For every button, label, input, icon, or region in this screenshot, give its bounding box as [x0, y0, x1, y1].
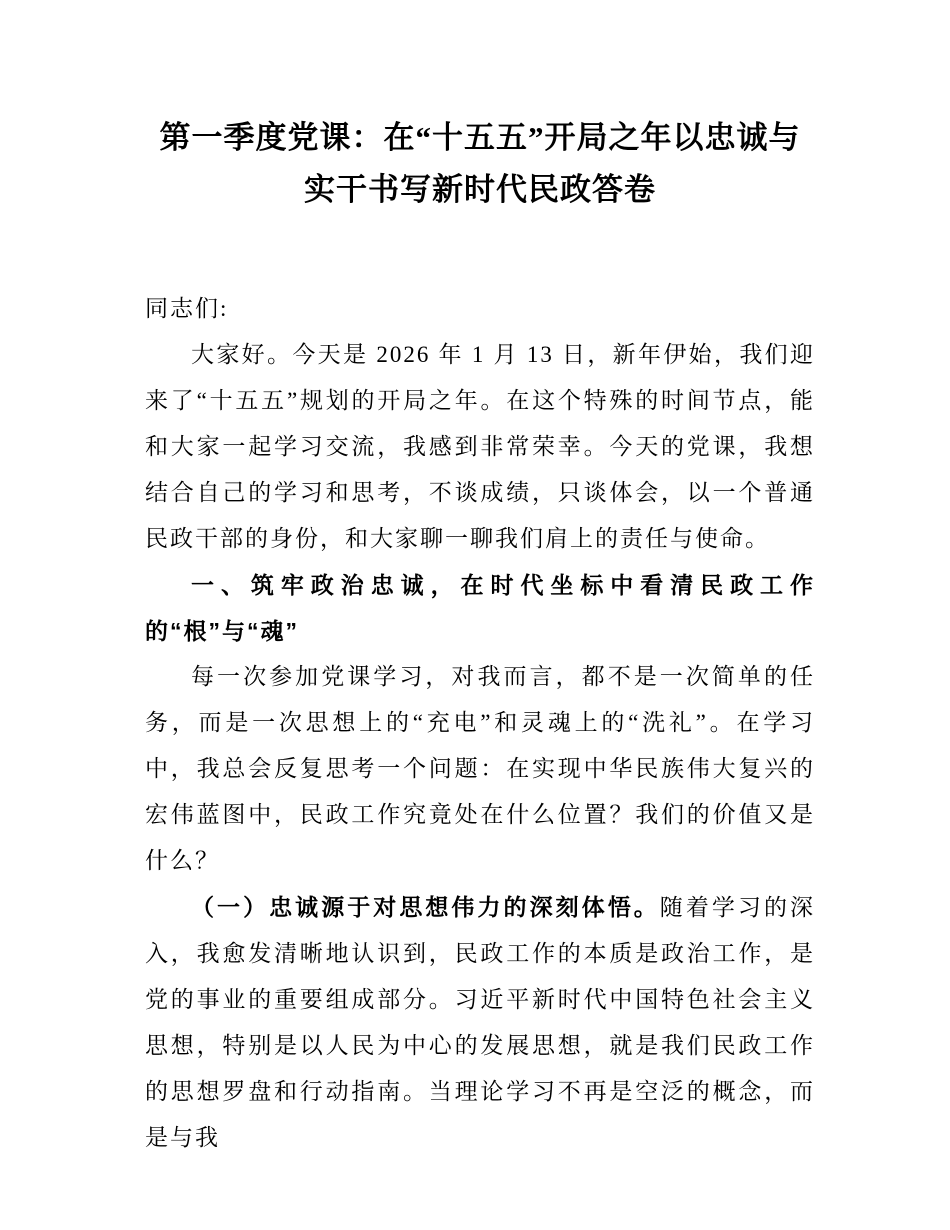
paragraph-salutation: 同志们: — [145, 296, 229, 321]
paragraph-body-2 — [145, 884, 815, 1161]
paragraph-body-2-text: 随着学习的深入，我愈发清晰地认识到，民政工作的本质是政治工作，是党的事业的重要组成部分。习近平新时代中国特色社会主义思想，特别是以人民为中心的发展思想，就是我们民政工作的思想罗盘和行动指南。当理论学习不再是空泛的概念，而是与我 — [145, 895, 816, 1150]
document-title: 第一季度党课：在“十五五”开局之年以忠诚与实干书写新时代民政答卷 — [159, 120, 801, 207]
paragraph-bold-lead: （一）忠诚源于对思想伟力的深刻体悟。 — [191, 894, 660, 920]
paragraph-intro: 大家好。今天是 2026 年 1 月 13 日，新年伊始，我们迎来了“十五五”规划的开局之年。在这个特殊的时间节点，能和大家一起学习交流，我感到非常荣幸。今天的党课，我想结合自己的学习和思考，不谈成绩，只谈体会，以一个普通民政干部的身份，和大家聊一聊我们肩上的责任与使命。 — [145, 342, 815, 551]
paragraph-body-1: 每一次参加党课学习，对我而言，都不是一次简单的任务，而是一次思想上的“充电”和灵魂上的“洗礼”。在学习中，我总会反复思考一个问题：在实现中华民族伟大复兴的宏伟蓝图中，民政工作究竟处在什么位置？我们的价值又是什么？ — [145, 664, 815, 873]
section-heading-1: 一、筑牢政治忠诚，在时代坐标中看清民政工作的“根”与“魂” — [145, 572, 815, 644]
